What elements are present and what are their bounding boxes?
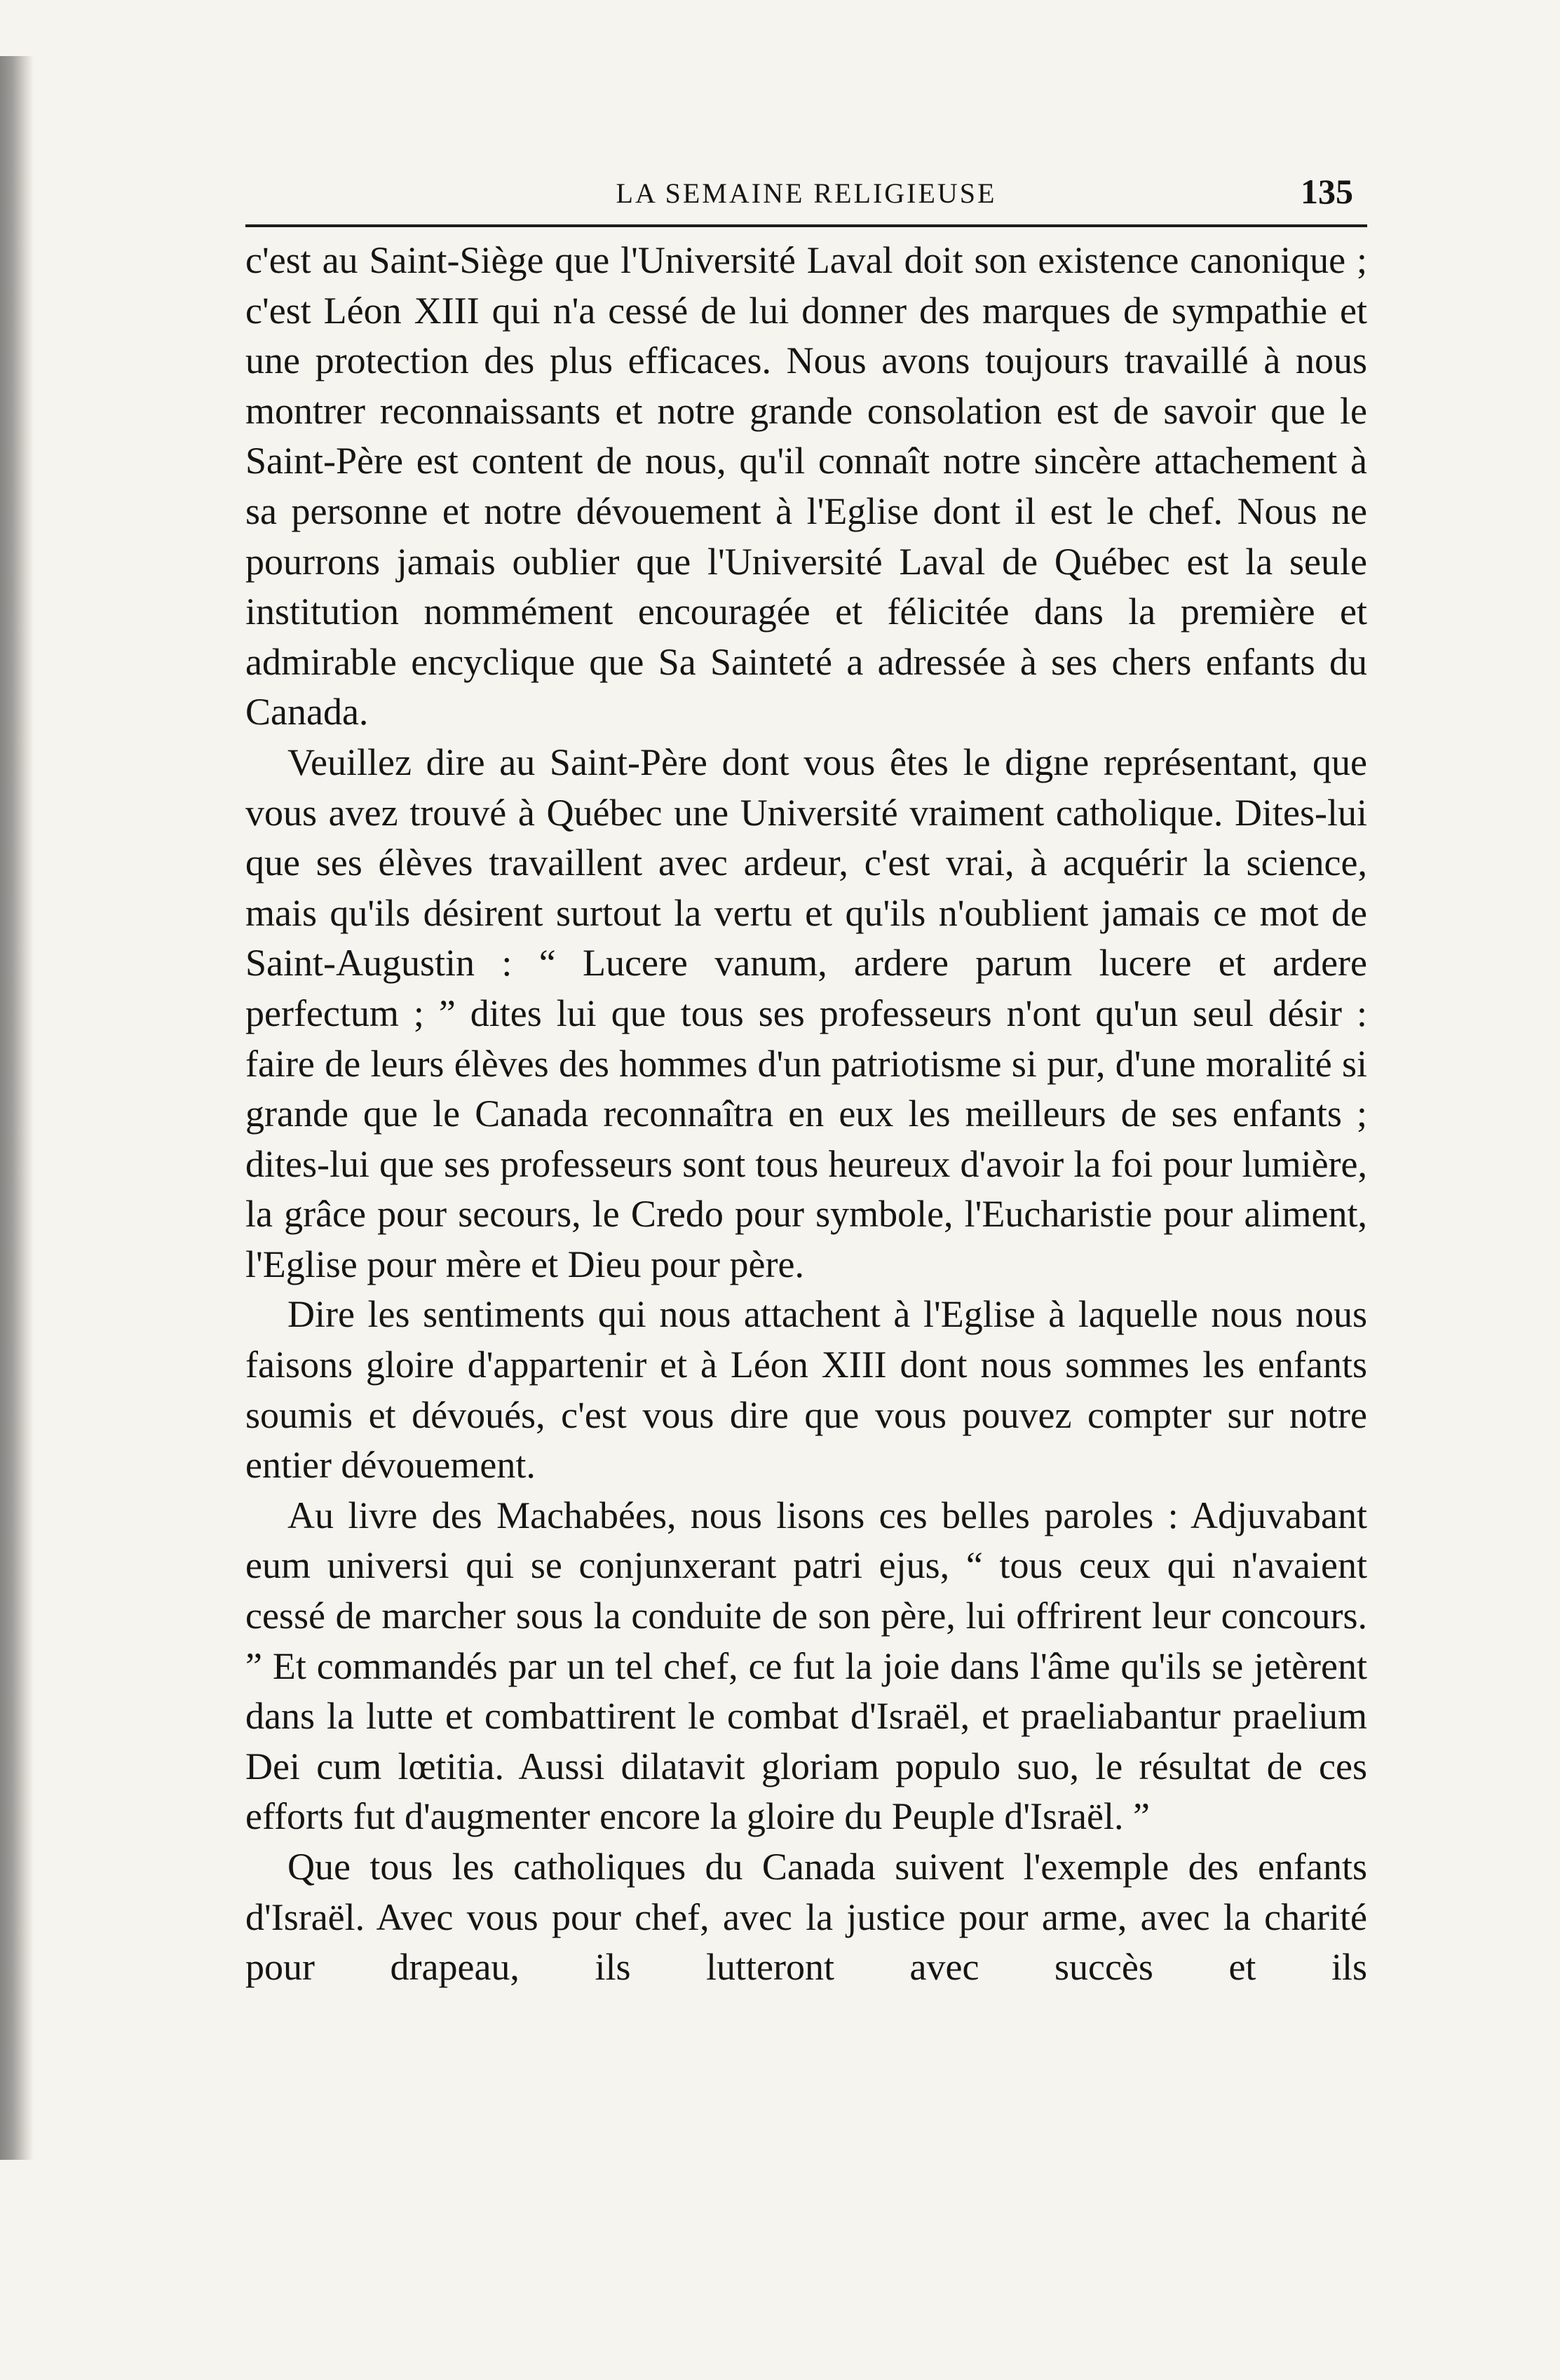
body-text xyxy=(245,236,1367,1993)
paragraph-2: Veuillez dire au Saint-Père dont vous êtes le digne représentant, que vous avez trouvé à Québec une Université vraiment catholique. Dites-lui que ses élèves travaillent avec ardeur, c'est vrai, à acquérir la science, mais qu'ils désirent surtout la vertu et qu'ils n'oublient jamais ce mot de Saint-Augustin : “ Lucere vanum, ardere parum lucere et ardere perfectum ; ” dites lui que tous ses professeurs n'ont qu'un seul désir : faire de leurs élèves des hommes d'un patriotisme si pur, d'une moralité si grande que le Canada reconnaîtra en eux les meilleurs de ses enfants ; dites-lui que ses professeurs sont tous heureux d'avoir la foi pour lumière, la grâce pour secours, le Credo pour symbole, l'Eucharistie pour aliment, l'Eglise pour mère et Dieu pour père. xyxy=(245,741,1367,1285)
book-page xyxy=(245,168,1367,1993)
page-binding-shadow xyxy=(0,56,34,2160)
page-number: 135 xyxy=(1301,172,1353,211)
running-header xyxy=(245,168,1367,227)
paragraph-4: Au livre des Machabées, nous lisons ces belles paroles : Adjuvabant eum universi qui se conjunxerant patri ejus, “ tous ceux qui n'avaient cessé de marcher sous la conduite de son père, lui offrirent leur concours. ” Et commandés par un tel chef, ce fut la joie dans l'âme qu'ils se jetèrent dans la lutte et combattirent le combat d'Israël, et praeliabantur praelium Dei cum lœtitia. Aussi dilatavit gloriam populo suo, le résultat de ces efforts fut d'augmenter encore la gloire du Peuple d'Israël. ” xyxy=(245,1494,1367,1838)
running-title: LA SEMAINE RELIGIEUSE xyxy=(616,177,997,209)
paragraph-1: c'est au Saint-Siège que l'Université Laval doit son existence canonique ; c'est Léon XIII qui n'a cessé de lui donner des marques de sympathie et une protection des plus efficaces. Nous avons toujours travaillé à nous montrer reconnaissants et notre grande consolation est de savoir que le Saint-Père est content de nous, qu'il connaît notre sincère attachement à sa personne et notre dévouement à l'Eglise dont il est le chef. Nous ne pourrons jamais oublier que l'Université Laval de Québec est la seule institution nommément encouragée et félicitée dans la première et admirable encyclique que Sa Sainteté a adressée à ses chers enfants du Canada. xyxy=(245,239,1367,733)
paragraph-3: Dire les sentiments qui nous attachent à l'Eglise à laquelle nous nous faisons gloire d'appartenir et à Léon XIII dont nous sommes les enfants soumis et dévoués, c'est vous dire que vous pouvez compter sur notre entier dévouement. xyxy=(245,1293,1367,1487)
paragraph-5: Que tous les catholiques du Canada suivent l'exemple des enfants d'Israël. Avec vous pour chef, avec la justice pour arme, avec la charité pour drapeau, ils lutteront avec succès et ils xyxy=(245,1846,1367,1989)
